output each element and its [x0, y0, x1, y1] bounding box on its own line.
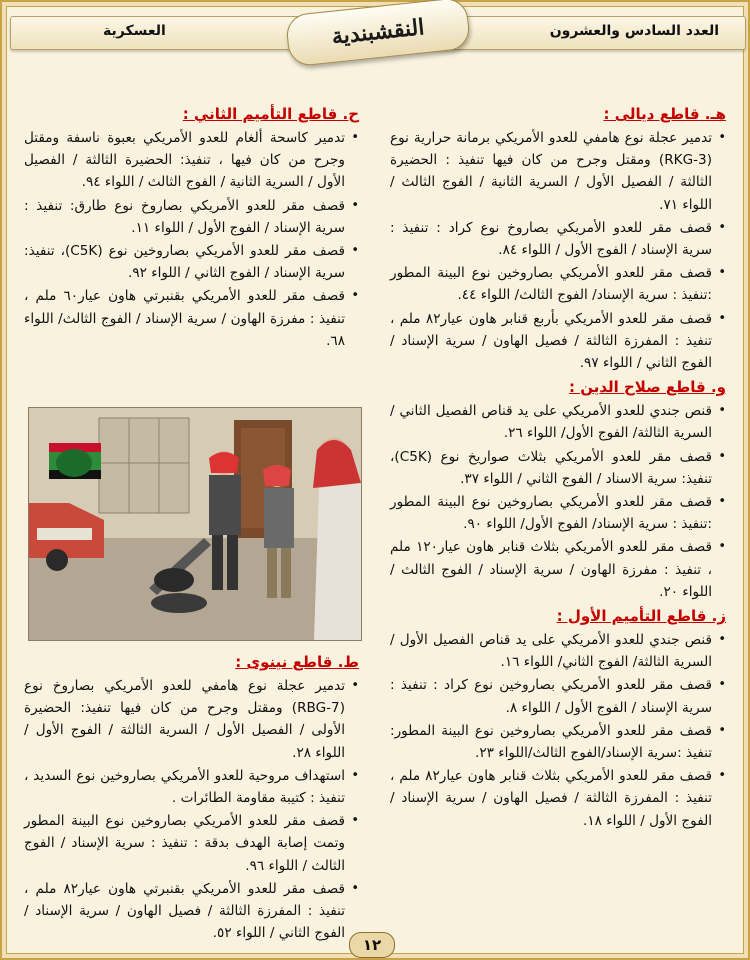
list-item: • قصف مقر للعدو الأمريكي بقنبرتي هاون عيار٦٠ ملم ، تنفيذ : مفرزة الهاون / سرية الإسناد / الفوج الثالث/ اللواء ٦٨.	[24, 285, 359, 352]
section-tameem-1	[390, 604, 726, 832]
section-heading: ح. قاطع التأميم الثاني :	[182, 105, 359, 123]
section-heading: و. قاطع صلاح الدين :	[568, 378, 726, 397]
ribbon-title: النقشبندية	[330, 14, 426, 50]
list-item: • قصف مقر للعدو الأمريكي بأربع قنابر هاون عيار٨٢ ملم ، تنفيذ : المفرزة الثالثة / فصيل الهاون / سرية الإسناد / الفوج الثاني / اللواء ٩٧.	[390, 308, 726, 375]
section-heading: ز. قاطع التأميم الأول :	[556, 607, 726, 626]
title-ribbon	[285, 0, 471, 67]
left-column-top	[24, 102, 359, 353]
list-item: • قصف مقر للعدو الأمريكي بثلاث صواريخ نوع (C5K)، تنفيذ: سرية الاسناد / الفوج الثاني / اللواء ٣٧.	[390, 446, 726, 490]
list-item: • قنص جندي للعدو الأمريكي على يد قناص الفصيل الثاني / السرية الثالثة/ الفوج الأول/ اللواء ٢٦.	[390, 400, 726, 444]
list-item: • قصف مقر للعدو الأمريكي بقنبرتي هاون عيار٨٢ ملم ، تنفيذ : المفرزة الثالثة / فصيل الهاون / سرية الإسناد / الفوج الثاني / اللواء ٥٢.	[24, 878, 359, 945]
list-item: • تدمير عجلة نوع هامفي للعدو الأمريكي برمانة حرارية نوع (RKG-3) ومقتل وجرح من كان فيها تنفيذ : الحضيرة الثالثة / الفصيل الأول / السرية الثانية / الفوج الثالث / اللواء ٧١.	[390, 127, 726, 216]
list-item: • قصف مقر للعدو الأمريكي بصاروخ نوع طارق: تنفيذ : سرية الإسناد / الفوج الأول / اللواء ١١.	[24, 195, 359, 239]
list-item: • قصف مقر للعدو الأمريكي بصاروخين نوع البينة المطور :تنفيذ : سرية الإسناد/ الفوج الثالث/ اللواء ٤٤.	[390, 262, 726, 306]
section-heading: ط. قاطع نينوى :	[235, 653, 359, 671]
list-item: • قصف مقر للعدو الأمريكي بصاروخين نوع البينة المطور وتمت إصابة الهدف بدقة : تنفيذ : سرية الإسناد / الفوج الثالث / اللواء ٩٦.	[24, 810, 359, 877]
list-item: • قصف مقر للعدو الأمريكي بصاروخين نوع كراد : تنفيذ : سرية الإسناد / الفوج الأول / اللواء ٨.	[390, 674, 726, 718]
list-item: • قصف مقر للعدو الأمريكي بصاروخين نوع البينة المطور: تنفيذ :سرية الإسناد/الفوج الثالث/اللواء ٢٣.	[390, 720, 726, 764]
list-item: • قصف مقر للعدو الأمريكي بصاروخين نوع البينة المطور :تنفيذ : سرية الإسناد/ الفوج الأول/ اللواء ٩٠.	[390, 491, 726, 535]
list-item: • قنص جندي للعدو الأمريكي على يد قناص الفصيل الأول / السرية الثالثة/ الفوج الثاني/ اللواء ١٦.	[390, 629, 726, 673]
section-label: العسكرية	[103, 23, 166, 39]
section-heading: هـ. قاطع ديالى :	[603, 105, 726, 123]
operation-photo	[28, 407, 362, 641]
issue-label: العدد السادس والعشرون	[549, 23, 719, 39]
list-item: • قصف مقر للعدو الأمريكي بصاروخ نوع كراد : تنفيذ : سرية الإسناد / الفوج الأول / اللواء ٨٤.	[390, 217, 726, 261]
section-salahaddin	[390, 375, 726, 603]
list-item: • استهداف مروحية للعدو الأمريكي بصاروخين نوع السديد ، تنفيذ : كتيبة مقاومة الطائرات .	[24, 765, 359, 809]
list-item: • قصف مقر للعدو الأمريكي بثلاث قنابر هاون عيار٨٢ ملم ، تنفيذ : المفرزة الثالثة / فصيل الهاون / سرية الإسناد / الفوج الأول / اللواء ١٨.	[390, 765, 726, 832]
section-nineveh	[24, 650, 359, 944]
section-diyala	[390, 102, 726, 374]
list-item: • تدمير كاسحة ألغام للعدو الأمريكي بعبوة ناسفة ومقتل وجرح من كان فيها ، تنفيذ: الحضيرة الثالثة / الفصيل الأول / السرية الثانية / الفوج الثالث / اللواء ٩٤.	[24, 127, 359, 194]
list-item: • قصف مقر للعدو الأمريكي بصاروخين نوع (C5K)، تنفيذ: سرية الإسناد / الفوج الثاني / اللواء ٩٢.	[24, 240, 359, 284]
page-number: ١٢	[349, 932, 395, 958]
list-item: • تدمير عجلة نوع هامفي للعدو الأمريكي بصاروخ نوع (RBG-7) ومقتل وجرح من كان فيها تنفيذ: الحضيرة الأولى / الفصيل الأول / السرية الثالثة / الفوج الأول / اللواء ٢٨.	[24, 675, 359, 764]
list-item: • قصف مقر للعدو الأمريكي بثلاث قنابر هاون عيار١٢٠ ملم ، تنفيذ : مفرزة الهاون / سرية الإسناد / الفوج الثالث / اللواء ٢٠.	[390, 536, 726, 603]
right-column	[390, 102, 726, 833]
left-column-bottom	[24, 650, 359, 945]
section-tameem-2	[24, 102, 359, 352]
